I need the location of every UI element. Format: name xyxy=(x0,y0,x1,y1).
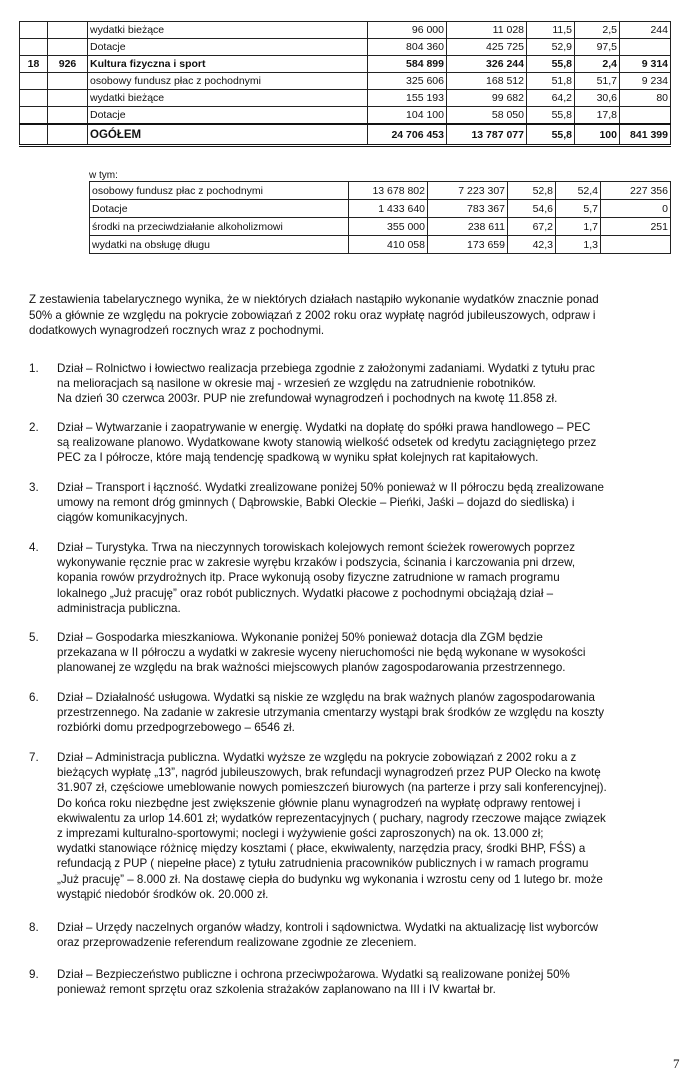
table-cell-plan: 24 706 453 xyxy=(368,124,447,146)
table-cell-plan: 155 193 xyxy=(368,90,447,107)
text-line: są realizowane planowo. Wydatkowane kwoty stanowią wielkość odsetek od kredytu zaciągniętego przez xyxy=(57,436,597,450)
text-line: wystąpić niedobór środków ok. 20.000 zł. xyxy=(57,887,269,901)
text-line: Dział – Wytwarzanie i zaopatrywanie w energię. Wydatki na dopłatę do spółki prawa handlowego – PEC xyxy=(57,421,591,434)
table-cell-section xyxy=(48,73,88,90)
text-line: administracja publiczna. xyxy=(57,601,181,615)
text-line: ponieważ remont sprzętu oraz szkolenia strażaków zaplanowano na III i IV kwartał br. xyxy=(57,983,496,997)
text-line: „Już pracuję” – 8.000 zł. Na dostawę ciepła do budynku wg wykonania i wzrostu ceny od 1 lutego br. może xyxy=(57,872,603,886)
table-cell-section xyxy=(48,124,88,146)
breakdown-table xyxy=(89,181,671,254)
list-item-number: 7. xyxy=(29,751,39,764)
text-line: ciągów komunikacyjnych. xyxy=(57,511,188,525)
list-item-number: 4. xyxy=(29,541,39,554)
text-line: Dział – Bezpieczeństwo publiczne i ochrona przeciwpożarowa. Wydatki są realizowane poniżej 50% xyxy=(57,968,570,981)
table-cell-exec: 7 223 307 xyxy=(428,182,508,200)
list-item-text xyxy=(57,967,679,997)
text-line: refundacją z PUP ( niepełne płace) z tytułu zatrudnienia pracowników publicznych i w ramach programu xyxy=(57,857,589,871)
text-line: ekwiwalentu za urlop 14.601 zł; wydatków reprezentacyjnych ( puchary, nagrody rzeczowe mające związek xyxy=(57,811,606,825)
table-cell-exec: 168 512 xyxy=(447,73,527,90)
list-item-text xyxy=(57,920,679,950)
text-line: na melioracjach są nasilone w okresie maj - wrzesień ze względu na zatrudnienie robotników. xyxy=(57,377,536,391)
intro-line: Z zestawienia tabelarycznego wynika, że w niektórych działach nastąpiło wykonanie wydatków znacznie ponad xyxy=(29,293,599,306)
table-cell-plan: 804 360 xyxy=(368,39,447,56)
table-cell-plan: 104 100 xyxy=(368,107,447,125)
expenditure-table xyxy=(19,21,671,147)
table-cell-name: wydatki bieżące xyxy=(88,90,368,107)
table-cell-pct: 52,9 xyxy=(527,39,575,56)
text-line: oraz przeprowadzenie referendum realizowane zgodnie ze zleceniem. xyxy=(57,936,417,950)
table-cell-exec: 783 367 xyxy=(428,200,508,218)
list-item-text xyxy=(57,630,679,676)
text-line: wydatki stanowiące różnicę między kosztami ( płace, ekwiwalenty, narzędzia pracy, środki BHP, FŚS) a xyxy=(57,842,586,856)
table-cell-pct: 67,2 xyxy=(508,218,556,236)
text-line: Dział – Rolnictwo i łowiectwo realizacja przebiega zgodnie z założonymi zadaniami. Wydatki z tytułu prac xyxy=(57,362,595,375)
text-line: Na dzień 30 czerwca 2003r. PUP nie zrefundował wynagrodzeń i pochodnych na kwotę 11.858 zł. xyxy=(57,392,558,406)
text-line: przestrzennego. Na zadanie w zakresie utrzymania cmentarzy wystąpi brak środków ze względu na koszty xyxy=(57,706,605,720)
text-line: przekazana w II półroczu a wydatki w zakresie wyceny nieruchomości nie będą wykonane w wysokości xyxy=(57,646,586,660)
text-line: lokalnego „Już pracuję” oraz robót publicznych. Wydatki płacowe z pochodnymi obciążają dział – xyxy=(57,586,554,600)
text-line: Dział – Transport i łączność. Wydatki zrealizowane poniżej 50% ponieważ w II półroczu będą zrealizowane xyxy=(57,481,605,494)
table-cell-name: Kultura fizyczna i sport xyxy=(88,56,368,73)
table-cell-extra xyxy=(601,236,671,254)
table-cell-extra: 251 xyxy=(601,218,671,236)
table-cell-name: Dotacje xyxy=(90,200,349,218)
table-cell-name: Dotacje xyxy=(88,39,368,56)
table-cell-plan: 355 000 xyxy=(349,218,428,236)
table-cell-exec: 99 682 xyxy=(447,90,527,107)
table-cell-name: Dotacje xyxy=(88,107,368,125)
table-row xyxy=(20,56,671,73)
text-line: rozbiórki domu przedpogrzebowego – 6546 zł. xyxy=(57,721,295,735)
table-cell-exec: 11 028 xyxy=(447,22,527,39)
table-row xyxy=(20,124,671,146)
list-item-number: 9. xyxy=(29,968,39,981)
list-item-number: 1. xyxy=(29,362,39,375)
table-cell-share: 5,7 xyxy=(556,200,601,218)
table-cell-share: 52,4 xyxy=(556,182,601,200)
table-cell-share: 1,7 xyxy=(556,218,601,236)
table-cell-pct: 42,3 xyxy=(508,236,556,254)
table-row xyxy=(20,73,671,90)
text-line: Dział – Administracja publiczna. Wydatki wyższe ze względu na pokrycie zobowiązań z 2002 roku a z xyxy=(57,751,577,764)
text-line: PEC za I półrocze, które mają tendencję spadkową w wyniku spłat kolejnych rat kapitałowych. xyxy=(57,451,539,465)
table-cell-plan: 96 000 xyxy=(368,22,447,39)
table-cell-name: osobowy fundusz płac z pochodnymi xyxy=(90,182,349,200)
list-item-text xyxy=(57,540,679,616)
text-line: wykonywanie ręcznie prac w zakresie wyrębu krzaków i podszycia, ścinania i karczowania pni drzew, xyxy=(57,556,576,570)
in-which-label: w tym: xyxy=(89,170,118,181)
text-line: bieżących wypłatę „13”, nagród jubileuszowych, brak refundacji wynagrodzeń przez PUP Olecko na kwotę xyxy=(57,766,601,780)
table-cell-plan: 325 606 xyxy=(368,73,447,90)
list-item-number: 3. xyxy=(29,481,39,494)
text-line: 31.907 zł, częściowe umeblowanie nowych pomieszczeń biurowych (na parterze i przy sali konferencyjnej). xyxy=(57,781,607,795)
table-cell-exec: 425 725 xyxy=(447,39,527,56)
list-item-text xyxy=(57,361,679,407)
table-row xyxy=(90,182,671,200)
table-cell-chapter xyxy=(20,124,48,146)
table-cell-exec: 326 244 xyxy=(447,56,527,73)
list-item-number: 5. xyxy=(29,631,39,644)
table-cell-chapter xyxy=(20,73,48,90)
table-cell-name: osobowy fundusz płac z pochodnymi xyxy=(88,73,368,90)
table-cell-pct: 55,8 xyxy=(527,124,575,146)
table-cell-extra: 227 356 xyxy=(601,182,671,200)
table-cell-share: 2,4 xyxy=(575,56,620,73)
table-cell-plan: 584 899 xyxy=(368,56,447,73)
table-cell-extra: 244 xyxy=(620,22,671,39)
table-cell-name: wydatki bieżące xyxy=(88,22,368,39)
text-line: Do końca roku niezbędne jest zwiększenie głównie planu wynagrodzeń na wypłatę odprawy rentowej i xyxy=(57,796,581,810)
text-line: Dział – Działalność usługowa. Wydatki są niskie ze względu na brak ważnych planów zagospodarowania xyxy=(57,691,595,704)
table-row xyxy=(20,39,671,56)
text-line: kopania rowów przydrożnych itp. Prace wykonują osoby fizyczne zatrudnione w ramach programu xyxy=(57,571,560,585)
table-cell-extra: 80 xyxy=(620,90,671,107)
table-cell-extra: 9 234 xyxy=(620,73,671,90)
text-line: z imprezami kulturalno-sportowymi; noclegi i wyżywienie gości zaproszonych) na ok. 13.000 zł; xyxy=(57,827,544,841)
table-cell-name: środki na przeciwdziałanie alkoholizmowi xyxy=(90,218,349,236)
list-item-text xyxy=(57,420,679,466)
table-cell-chapter: 18 xyxy=(20,56,48,73)
text-line: Dział – Gospodarka mieszkaniowa. Wykonanie poniżej 50% ponieważ dotacja dla ZGM będzie xyxy=(57,631,543,644)
table-cell-chapter xyxy=(20,22,48,39)
table-cell-plan: 410 058 xyxy=(349,236,428,254)
table-cell-exec: 58 050 xyxy=(447,107,527,125)
intro-line: 50% a głównie ze względu na pokrycie zobowiązań z 2002 roku oraz wypłatę nagród jubileuszowych, odpraw i xyxy=(29,308,596,322)
page-number: 7 xyxy=(673,1056,680,1071)
list-item-number: 8. xyxy=(29,921,39,934)
table-cell-share: 17,8 xyxy=(575,107,620,125)
table-cell-chapter xyxy=(20,90,48,107)
intro-paragraph xyxy=(29,292,674,339)
table-cell-pct: 51,8 xyxy=(527,73,575,90)
table-cell-plan: 1 433 640 xyxy=(349,200,428,218)
table-cell-share: 30,6 xyxy=(575,90,620,107)
table-row xyxy=(20,22,671,39)
table-cell-pct: 11,5 xyxy=(527,22,575,39)
table-cell-chapter xyxy=(20,107,48,125)
table-cell-section xyxy=(48,107,88,125)
table-cell-pct: 54,6 xyxy=(508,200,556,218)
intro-line: dodatkowych wynagrodzeń rocznych wraz z pochodnymi. xyxy=(29,324,325,337)
table-cell-pct: 64,2 xyxy=(527,90,575,107)
table-cell-share: 97,5 xyxy=(575,39,620,56)
table-row xyxy=(20,90,671,107)
table-cell-pct: 55,8 xyxy=(527,107,575,125)
table-cell-section xyxy=(48,39,88,56)
text-line: umowy na remont dróg gminnych ( Dąbrowskie, Babki Oleckie – Pieńki, Jaśki – dojazd do siedliska) i xyxy=(57,496,575,510)
list-item-text xyxy=(57,480,679,526)
table-cell-section: 926 xyxy=(48,56,88,73)
text-line: Dział – Urzędy naczelnych organów władzy, kontroli i sądownictwa. Wydatki na aktualizację list wyborców xyxy=(57,921,598,934)
list-item-text xyxy=(57,690,679,736)
table-cell-extra xyxy=(620,107,671,125)
table-cell-share: 1,3 xyxy=(556,236,601,254)
table-cell-extra: 841 399 xyxy=(620,124,671,146)
table-row xyxy=(90,200,671,218)
table-cell-pct: 55,8 xyxy=(527,56,575,73)
table-cell-name: wydatki na obsługę długu xyxy=(90,236,349,254)
list-item-number: 2. xyxy=(29,421,39,434)
table-cell-share: 2,5 xyxy=(575,22,620,39)
text-line: planowanej ze względu na brak ważności miejscowych planów zagospodarowania przestrzennego. xyxy=(57,661,566,675)
table-row xyxy=(90,218,671,236)
table-cell-exec: 173 659 xyxy=(428,236,508,254)
table-cell-section xyxy=(48,22,88,39)
table-cell-extra xyxy=(620,39,671,56)
table-cell-section xyxy=(48,90,88,107)
table-cell-chapter xyxy=(20,39,48,56)
table-cell-plan: 13 678 802 xyxy=(349,182,428,200)
table-row xyxy=(20,107,671,125)
table-cell-extra: 9 314 xyxy=(620,56,671,73)
table-cell-exec: 13 787 077 xyxy=(447,124,527,146)
table-cell-exec: 238 611 xyxy=(428,218,508,236)
table-row xyxy=(90,236,671,254)
table-cell-pct: 52,8 xyxy=(508,182,556,200)
table-cell-share: 100 xyxy=(575,124,620,146)
list-item-number: 6. xyxy=(29,691,39,704)
table-cell-extra: 0 xyxy=(601,200,671,218)
table-cell-share: 51,7 xyxy=(575,73,620,90)
table-cell-name: OGÓŁEM xyxy=(88,124,368,146)
text-line: Dział – Turystyka. Trwa na nieczynnych torowiskach kolejowych remont ścieżek rowerowych poprzez xyxy=(57,541,576,554)
list-item-text xyxy=(57,750,679,902)
